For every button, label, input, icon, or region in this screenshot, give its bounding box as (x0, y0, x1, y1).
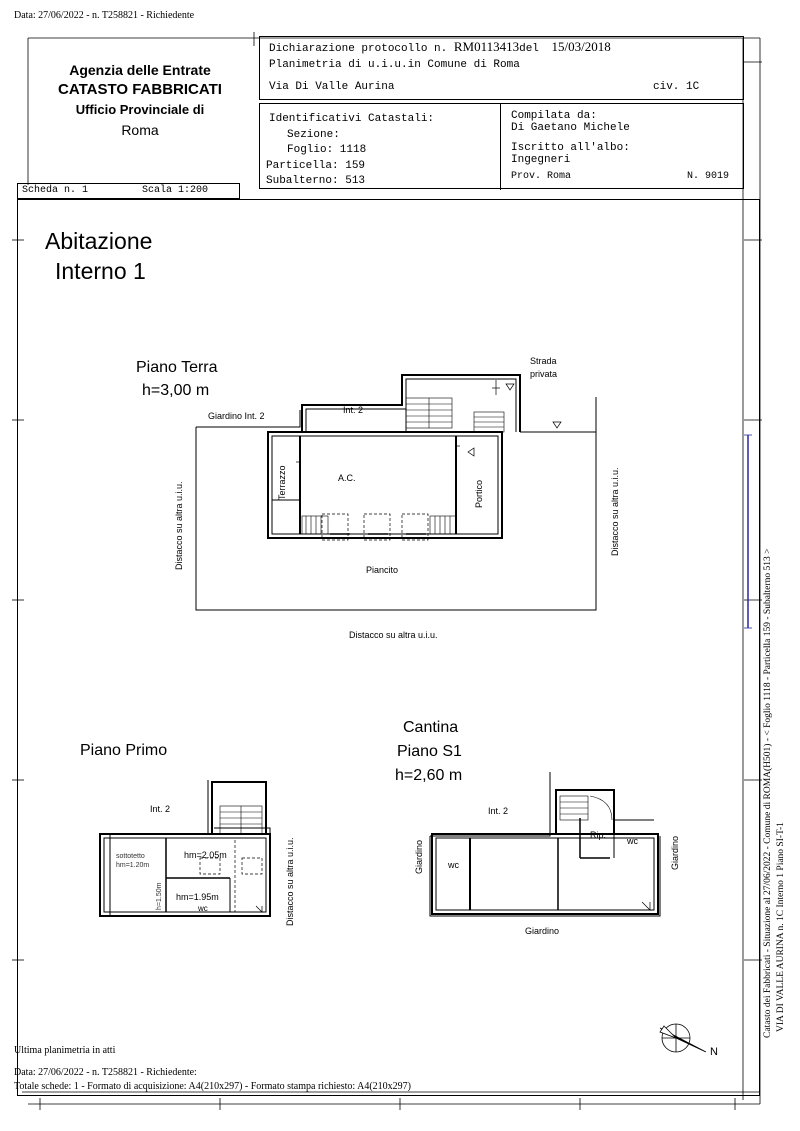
pp-hm195: hm=1.95m (176, 892, 219, 902)
side-note-line1: Catasto dei Fabbricati - Situazione al 27/06/2022 - Comune di ROMA(H501) - < Foglio 1118 - Particella 159 - Subalterno 513 > (763, 548, 773, 1038)
foglio: Foglio: 1118 (287, 144, 367, 156)
agency-name: Agenzia delle Entrate (69, 62, 211, 78)
scheda-number: Scheda n. 1 (22, 185, 89, 196)
compilata-name: Di Gaetano Michele (511, 122, 630, 134)
ct-giardino-bottom: Giardino (525, 926, 560, 936)
pt-distacco-right: Distacco su altra u.i.u. (610, 467, 620, 556)
pp-hm205: hm=2.05m (184, 850, 227, 860)
subalterno: Subalterno: 513 (266, 175, 366, 187)
footer-line2: Totale schede: 1 - Formato di acquisizione: A4(210x297) - Formato stampa richiesto: A4(210x297) (14, 1081, 411, 1092)
piano-primo-title: Piano Primo (80, 742, 168, 759)
pt-distacco-bottom: Distacco su altra u.i.u. (349, 630, 438, 640)
compilata-label: Compilata da: (511, 110, 597, 122)
address-civ: civ. 1C (653, 81, 700, 93)
ct-giardino-left: Giardino (414, 839, 424, 874)
iscritto-label: Iscritto all'albo: (511, 142, 630, 154)
pp-sottotetto-label: sottotetto (116, 853, 145, 860)
unit-title-interno: Interno 1 (55, 258, 146, 284)
particella: Particella: 159 (266, 159, 366, 172)
identificativi-title: Identificativi Catastali: (269, 113, 435, 125)
pp-sottotetto-hm: hm=1.20m (116, 862, 150, 869)
declaration-label: Dichiarazione protocollo n. (269, 43, 448, 55)
pt-piancito: Piancito (366, 565, 399, 575)
pp-wc: wc (198, 904, 208, 913)
ct-wc-right: wc (627, 836, 638, 846)
planimetria-line: Planimetria di u.i.u.in Comune di Roma (269, 59, 520, 71)
pt-int2: Int. 2 (343, 405, 364, 415)
pt-terrazzo: Terrazzo (277, 465, 287, 500)
address-street: Via Di Valle Aurina (269, 81, 395, 93)
cantina-piano: Piano S1 (397, 743, 462, 760)
top-stamp: Data: 27/06/2022 - n. T258821 - Richiedente (14, 10, 195, 21)
compass-label: N (710, 1046, 718, 1058)
pt-distacco-left: Distacco su altra u.i.u. (174, 481, 184, 570)
pt-strada-line2: privata (530, 369, 558, 379)
ct-wc-left: wc (448, 860, 459, 870)
pp-h150: h=1.50m (156, 882, 163, 910)
albo-number: N. 9019 (687, 171, 730, 182)
pt-giardino: Giardino Int. 2 (208, 411, 265, 421)
agency-office: Ufficio Provinciale di (75, 102, 205, 117)
agency-city: Roma (121, 122, 159, 138)
scheda-scale: Scala 1:200 (142, 185, 209, 196)
pt-ac: A.C. (338, 473, 356, 483)
piano-terra-height: h=3,00 m (142, 382, 210, 399)
north-arrow-icon (656, 1016, 726, 1066)
declaration-date: 15/03/2018 (551, 39, 611, 54)
prov: Prov. Roma (511, 171, 572, 182)
cantina-height: h=2,60 m (395, 767, 463, 784)
pp-distacco: Distacco su altra u.i.u. (285, 837, 295, 926)
agency-catasto: CATASTO FABBRICATI (58, 81, 222, 98)
sezione: Sezione: (287, 128, 340, 141)
side-note-line2: VIA DI VALLE AURINA n. 1C Interno 1 Piano SI-T-1 (776, 822, 786, 1032)
cantina-label: Cantina (403, 719, 459, 736)
unit-title-type: Abitazione (45, 228, 153, 254)
pt-strada-line1: Strada (530, 356, 557, 366)
declaration-del: del (519, 43, 539, 55)
piano-terra-label: Piano Terra (136, 359, 218, 376)
pt-portico: Portico (474, 479, 484, 508)
ct-int2: Int. 2 (488, 806, 509, 816)
ct-giardino-right: Giardino (670, 835, 680, 870)
declaration-protocol: RM0113413 (453, 39, 520, 54)
ct-rip: Rip. (590, 830, 607, 840)
ultima-planimetria: Ultima planimetria in atti (14, 1045, 116, 1056)
footer-line1: Data: 27/06/2022 - n. T258821 - Richiedente: (14, 1067, 197, 1078)
iscritto-albo: Ingegneri (511, 154, 571, 166)
pp-int2: Int. 2 (150, 804, 171, 814)
